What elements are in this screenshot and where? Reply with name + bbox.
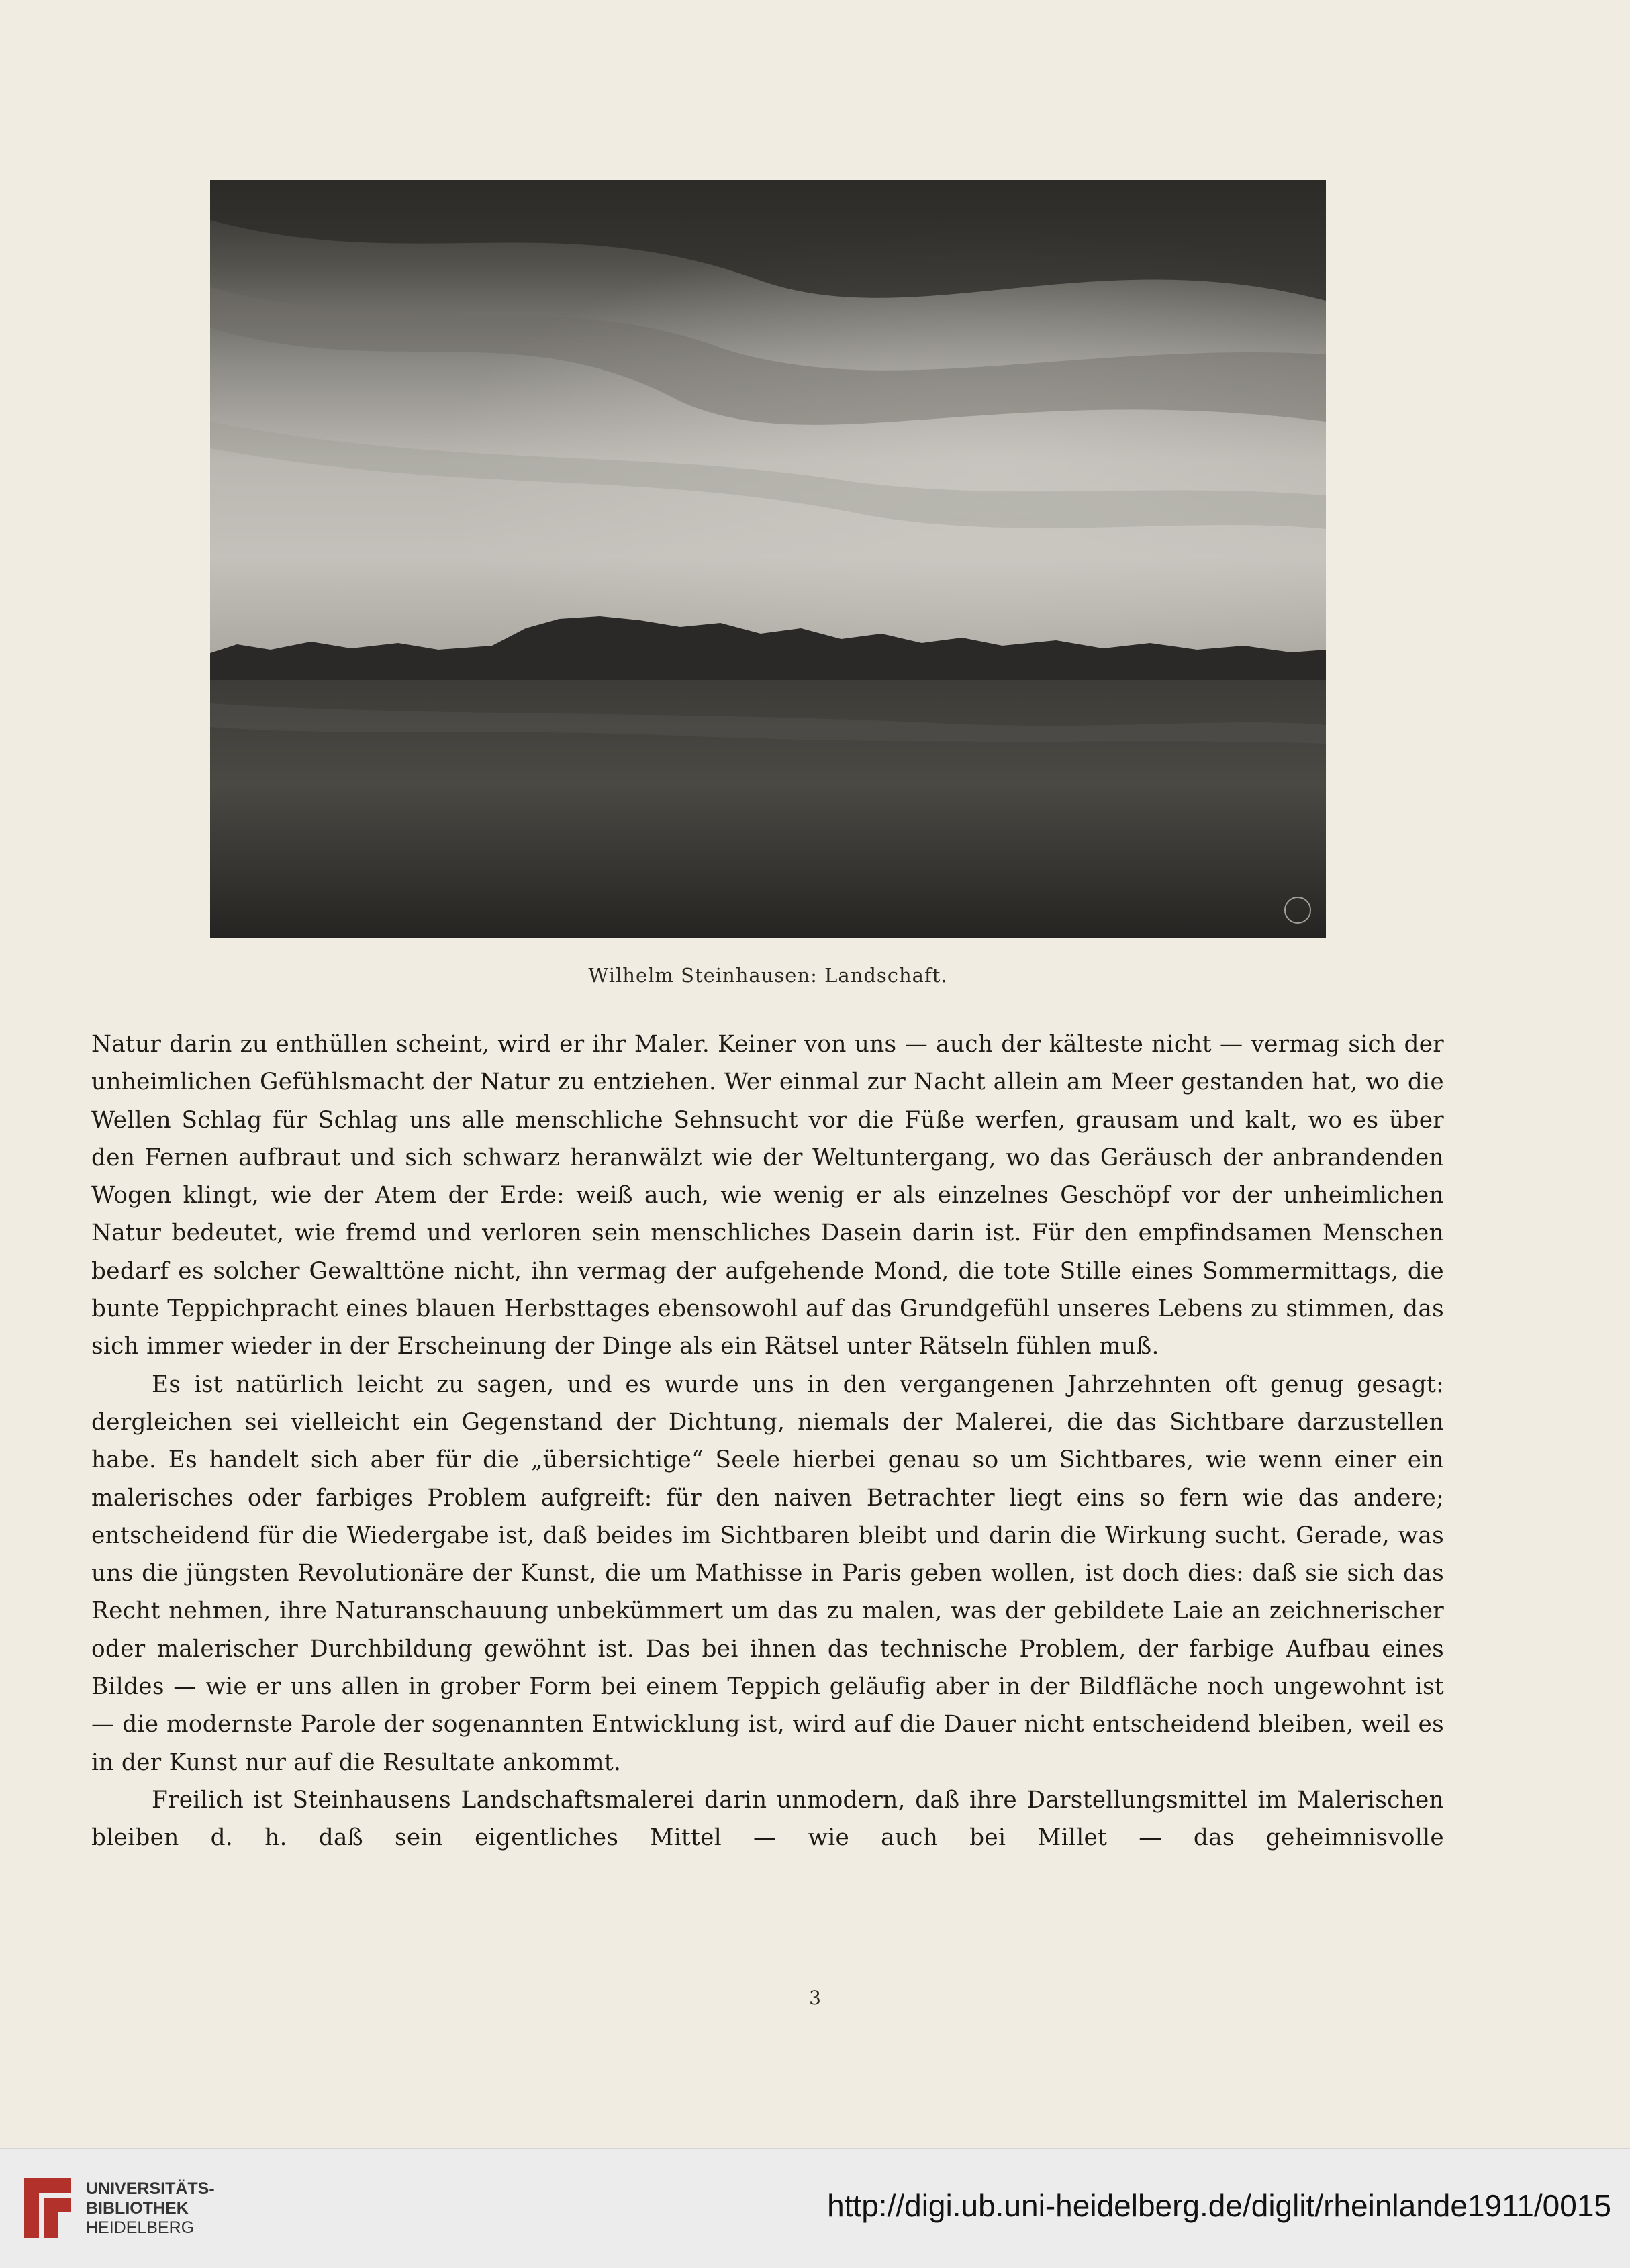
library-name-line-3: HEIDELBERG — [86, 2218, 195, 2237]
artist-monogram-icon — [1284, 897, 1311, 924]
digitization-footer — [0, 2148, 1630, 2268]
paragraph-3: Freilich ist Steinhausens Landschaftsmalerei darin unmodern, daß ihre Darstellungsmittel im Malerischen bleiben d. h. daß sein eigentliches Mittel — wie auch bei Millet — das geheimnisvolle — [91, 1786, 1444, 1852]
library-name-line-2: BIBLIOTHEK — [86, 2199, 189, 2218]
library-logo-icon — [17, 2171, 78, 2245]
landscape-plate — [210, 180, 1326, 938]
source-url-link[interactable]: http://digi.ub.uni-heidelberg.de/diglit/rheinlande1911/0015 — [827, 2188, 1611, 2223]
library-name-line-1: UNIVERSITÄTS- — [86, 2179, 215, 2198]
library-name — [86, 2179, 215, 2238]
article-body — [91, 1026, 1444, 1857]
paragraph-1: Natur darin zu enthüllen scheint, wird er ihr Maler. Keiner von uns — auch der kälteste nicht — vermag sich der unheimlichen Gefühlsmacht der Natur zu entziehen. Wer einmal zur Nacht allein am Meer gestanden hat, wo die Wellen Schlag für Schlag uns alle menschliche Sehnsucht vor die Füße werfen, grausam und kalt, wo es über den Fernen aufbraut und sich schwarz heranwälzt wie der Weltuntergang, wo das Geräusch der anbrandenden Wogen klingt, wie der Atem der Erde: weiß auch, wie wenig er als einzelnes Geschöpf vor der unheimlichen Natur bedeutet, wie fremd und verloren sein menschliches Dasein darin ist. Für den empfindsamen Menschen bedarf es solcher Gewalttöne nicht, ihn vermag der aufgehende Mond, die tote Stille eines Sommermittags, die bunte Teppichpracht eines blauen Herbsttages ebensowohl auf das Grundgefühl unseres Lebens zu stimmen, das sich immer wieder in der Erscheinung der Dinge als ein Rätsel unter Rätseln fühlen muß. — [91, 1031, 1444, 1361]
paragraph-2: Es ist natürlich leicht zu sagen, und es wurde uns in den vergangenen Jahrzehnten oft genug gesagt: dergleichen sei vielleicht ein Gegenstand der Dichtung, niemals der Malerei, die das Sichtbare darzustellen habe. Es handelt sich aber für die „übersichtige“ Seele hierbei genau so um Sichtbares, wie wenn einer ein malerisches oder farbiges Problem aufgreift: für den naiven Betrachter liegt eins so fern wie das andere; entscheidend für die Wiedergabe ist, daß beides im Sichtbaren bleibt und darin die Wirkung sucht. Gerade, was uns die jüngsten Revolutionäre der Kunst, die um Mathisse in Paris geben wollen, ist doch dies: daß sie sich das Recht nehmen, ihre Naturanschauung unbekümmert um das zu malen, was der gebildete Laie an zeichnerischer oder malerischer Durchbildung gewöhnt ist. Das bei ihnen das technische Problem, der farbige Aufbau eines Bildes — wie er uns allen in grober Form bei einem Teppich geläufig aber in der Bildfläche noch ungewohnt ist — die modernste Parole der sogenannten Entwicklung ist, wird auf die Dauer nicht entscheidend bleiben, weil es in der Kunst nur auf die Resultate ankommt. — [91, 1371, 1444, 1776]
plate-caption: Wilhelm Steinhausen: Landschaft. — [588, 964, 948, 987]
page-number: 3 — [809, 1987, 821, 2009]
landscape-image — [210, 180, 1326, 938]
